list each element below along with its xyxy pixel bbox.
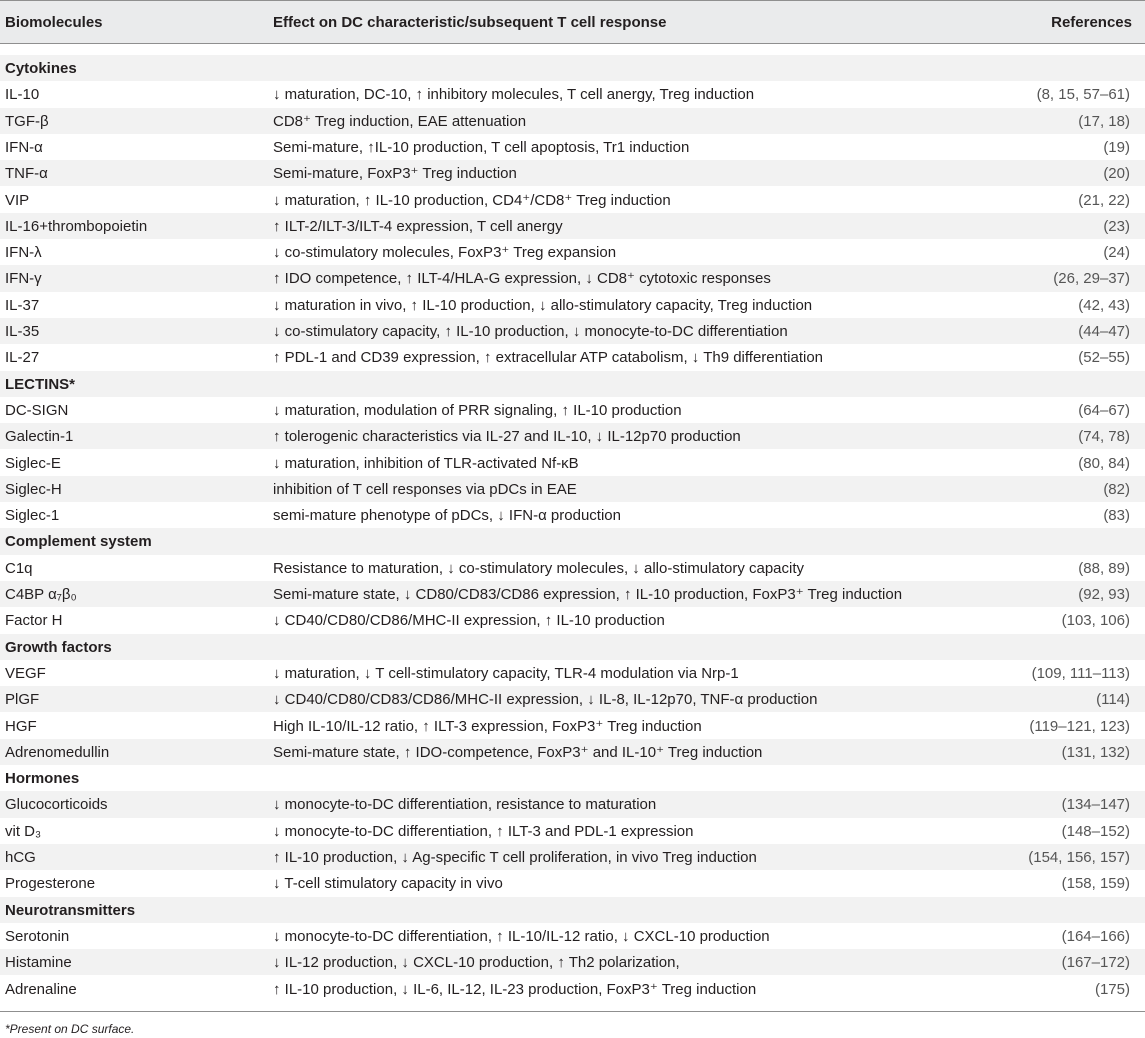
effect-cell: ↑ IDO competence, ↑ ILT-4/HLA-G expression, ↓ CD8⁺ cytotoxic responses xyxy=(273,270,771,288)
references-cell: (74, 78) xyxy=(1078,428,1130,446)
section-row xyxy=(0,765,1145,791)
section-title: Neurotransmitters xyxy=(5,901,136,919)
references-cell: (109, 111–113) xyxy=(1031,664,1130,682)
effect-cell: ↓ co-stimulatory capacity, ↑ IL-10 production, ↓ monocyte-to-DC differentiation xyxy=(273,323,788,340)
effect-cell: ↓ maturation, DC-10, ↑ inhibitory molecules, T cell anergy, Treg induction xyxy=(273,86,755,104)
table-row xyxy=(0,476,1145,502)
references-cell: (23) xyxy=(1103,217,1130,235)
biomolecule-cell: hCG xyxy=(5,849,36,866)
effect-cell: ↓ co-stimulatory molecules, FoxP3⁺ Treg expansion xyxy=(273,244,617,262)
effect-cell: ↓ CD40/CD80/CD83/CD86/MHC-II expression, ↓ IL-8, IL-12p70, TNF-α production xyxy=(273,691,818,709)
table-row xyxy=(0,134,1145,160)
references-cell: (164–166) xyxy=(1061,927,1130,945)
references-cell: (44–47) xyxy=(1078,323,1130,340)
section-row xyxy=(0,634,1145,660)
effect-cell: Semi-mature state, ↑ IDO-competence, FoxP3⁺ and IL-10⁺ Treg induction xyxy=(273,743,763,761)
section-row xyxy=(0,55,1145,81)
references-cell: (154, 156, 157) xyxy=(1028,849,1130,866)
biomolecule-cell: TGF-β xyxy=(5,112,49,130)
references-cell: (17, 18) xyxy=(1078,112,1130,130)
table-row xyxy=(0,160,1145,186)
biomolecule-cell: PlGF xyxy=(5,691,40,709)
section-title: LECTINS* xyxy=(5,375,76,393)
biomolecule-cell: HGF xyxy=(5,717,37,735)
table-footnote-area xyxy=(0,1011,1145,1036)
table-row xyxy=(0,265,1145,291)
effect-cell: ↓ maturation, ↓ T cell-stimulatory capacity, TLR-4 modulation via Nrp-1 xyxy=(273,664,739,682)
effect-cell: ↓ monocyte-to-DC differentiation, ↑ ILT-3 and PDL-1 expression xyxy=(273,822,694,840)
biomolecule-cell: Adrenaline xyxy=(5,980,77,998)
biomolecule-cell: Factor H xyxy=(5,612,63,630)
table-row xyxy=(0,713,1145,739)
references-cell: (167–172) xyxy=(1061,954,1130,972)
table-row xyxy=(0,318,1145,344)
table-row xyxy=(0,292,1145,318)
references-cell: (19) xyxy=(1103,138,1130,156)
header-biomolecules: Biomolecules xyxy=(5,14,103,31)
effect-cell: ↓ CD40/CD80/CD86/MHC-II expression, ↑ IL-10 production xyxy=(273,612,665,630)
references-cell: (20) xyxy=(1103,165,1130,183)
references-cell: (119–121, 123) xyxy=(1029,717,1130,735)
effect-cell: Semi-mature state, ↓ CD80/CD83/CD86 expression, ↑ IL-10 production, FoxP3⁺ Treg induction xyxy=(273,586,903,603)
table-header xyxy=(0,0,1145,44)
section-title: Hormones xyxy=(5,770,80,788)
references-cell: (83) xyxy=(1103,507,1130,525)
effect-cell: ↓ maturation, inhibition of TLR-activated Nf-κB xyxy=(273,454,579,472)
biomolecule-cell: VEGF xyxy=(5,664,46,682)
table-row xyxy=(0,791,1145,817)
effect-cell: ↓ monocyte-to-DC differentiation, ↑ IL-10/IL-12 ratio, ↓ CXCL-10 production xyxy=(273,927,770,945)
biomolecule-cell: IFN-α xyxy=(5,138,43,156)
references-cell: (103, 106) xyxy=(1061,612,1130,630)
effect-cell: ↑ PDL-1 and CD39 expression, ↑ extracellular ATP catabolism, ↓ Th9 differentiation xyxy=(273,349,823,367)
header-effect: Effect on DC characteristic/subsequent T cell response xyxy=(273,14,667,31)
table-row xyxy=(0,187,1145,213)
table-row xyxy=(0,108,1145,134)
biomolecule-cell: Glucocorticoids xyxy=(5,796,108,814)
table-row xyxy=(0,450,1145,476)
table-row xyxy=(0,81,1145,107)
references-cell: (24) xyxy=(1103,244,1130,262)
biomolecule-cell: DC-SIGN xyxy=(5,401,69,419)
references-cell: (80, 84) xyxy=(1078,454,1130,472)
table-row xyxy=(0,923,1145,949)
biomolecule-cell: Adrenomedullin xyxy=(5,743,110,761)
biomolecule-cell: Serotonin xyxy=(5,927,70,945)
effect-cell: CD8⁺ Treg induction, EAE attenuation xyxy=(273,112,527,130)
header-references: References xyxy=(1051,14,1132,31)
references-cell: (148–152) xyxy=(1061,822,1130,840)
table-row xyxy=(0,423,1145,449)
biomolecule-cell: Histamine xyxy=(5,954,72,972)
biomolecule-cell: C4BP α₇β₀ xyxy=(5,586,77,603)
references-cell: (42, 43) xyxy=(1078,296,1130,314)
biomolecule-cell: IL-27 xyxy=(5,349,40,367)
references-cell: (134–147) xyxy=(1061,796,1130,814)
table-row xyxy=(0,581,1145,607)
references-cell: (21, 22) xyxy=(1078,191,1130,209)
biomolecule-cell: IFN-γ xyxy=(5,270,42,288)
biomolecule-cell: IL-37 xyxy=(5,296,40,314)
section-title: Cytokines xyxy=(5,60,77,77)
references-cell: (26, 29–37) xyxy=(1053,270,1130,288)
references-cell: (131, 132) xyxy=(1061,743,1130,761)
effect-cell: inhibition of T cell responses via pDCs in EAE xyxy=(273,480,577,498)
biomolecule-cell: TNF-α xyxy=(5,165,48,183)
effect-cell: Resistance to maturation, ↓ co-stimulatory molecules, ↓ allo-stimulatory capacity xyxy=(273,559,805,577)
references-cell: (82) xyxy=(1103,480,1130,498)
section-title: Growth factors xyxy=(5,638,112,656)
table-row xyxy=(0,739,1145,765)
footnote: *Present on DC surface. xyxy=(5,1022,135,1036)
biomolecule-cell: Siglec-1 xyxy=(5,507,60,525)
table-row xyxy=(0,870,1145,896)
biomolecule-cell: VIP xyxy=(5,191,30,209)
table-row xyxy=(0,502,1145,528)
table-row xyxy=(0,213,1145,239)
biomolecule-cell: IL-10 xyxy=(5,86,40,104)
effect-cell: ↓ IL-12 production, ↓ CXCL-10 production, ↑ Th2 polarization, xyxy=(273,954,680,972)
effect-cell: ↓ maturation, modulation of PRR signaling, ↑ IL-10 production xyxy=(273,401,682,419)
table-row xyxy=(0,344,1145,370)
effect-cell: semi-mature phenotype of pDCs, ↓ IFN-α production xyxy=(273,507,621,525)
section-row xyxy=(0,897,1145,923)
section-row xyxy=(0,528,1145,554)
table-row xyxy=(0,607,1145,633)
effect-cell: ↑ tolerogenic characteristics via IL-27 and IL-10, ↓ IL-12p70 production xyxy=(273,428,741,446)
effect-cell: ↓ maturation in vivo, ↑ IL-10 production, ↓ allo-stimulatory capacity, Treg induction xyxy=(273,296,813,314)
section-title: Complement system xyxy=(5,533,152,551)
effect-cell: ↑ ILT-2/ILT-3/ILT-4 expression, T cell anergy xyxy=(273,217,563,235)
references-cell: (114) xyxy=(1096,691,1130,709)
biomolecule-cell: C1q xyxy=(5,559,33,577)
references-cell: (92, 93) xyxy=(1078,586,1130,603)
effect-cell: ↓ maturation, ↑ IL-10 production, CD4⁺/CD8⁺ Treg induction xyxy=(273,191,671,209)
biomolecule-cell: vit D₃ xyxy=(5,822,42,840)
biomolecule-cell: Galectin-1 xyxy=(5,428,74,446)
biomolecule-cell: Siglec-H xyxy=(5,480,62,498)
references-cell: (52–55) xyxy=(1078,349,1130,367)
effect-cell: Semi-mature, FoxP3⁺ Treg induction xyxy=(273,165,517,183)
biomolecule-cell: IL-35 xyxy=(5,323,40,340)
table-row xyxy=(0,844,1145,870)
effect-cell: High IL-10/IL-12 ratio, ↑ ILT-3 expression, FoxP3⁺ Treg induction xyxy=(273,717,702,735)
biomolecule-cell: IFN-λ xyxy=(5,244,42,262)
references-cell: (64–67) xyxy=(1078,401,1130,419)
table-row xyxy=(0,239,1145,265)
table-row xyxy=(0,686,1145,712)
section-row xyxy=(0,371,1145,397)
effect-cell: Semi-mature, ↑IL-10 production, T cell apoptosis, Tr1 induction xyxy=(273,138,690,156)
references-cell: (175) xyxy=(1094,980,1130,998)
table-row xyxy=(0,976,1145,1002)
references-cell: (158, 159) xyxy=(1061,875,1130,893)
table-row xyxy=(0,949,1145,975)
references-cell: (88, 89) xyxy=(1078,559,1130,577)
table-row xyxy=(0,555,1145,581)
references-cell: (8, 15, 57–61) xyxy=(1036,86,1130,104)
biomolecule-cell: IL-16+thrombopoietin xyxy=(5,217,148,235)
table-row xyxy=(0,397,1145,423)
table-row xyxy=(0,660,1145,686)
biomolecule-cell: Siglec-E xyxy=(5,454,61,472)
effect-cell: ↓ T-cell stimulatory capacity in vivo xyxy=(273,875,503,893)
effect-cell: ↓ monocyte-to-DC differentiation, resistance to maturation xyxy=(273,796,657,814)
effect-cell: ↑ IL-10 production, ↓ Ag-specific T cell proliferation, in vivo Treg induction xyxy=(273,849,757,866)
effect-cell: ↑ IL-10 production, ↓ IL-6, IL-12, IL-23 production, FoxP3⁺ Treg induction xyxy=(273,980,757,998)
table-row xyxy=(0,818,1145,844)
biomolecule-cell: Progesterone xyxy=(5,875,96,893)
